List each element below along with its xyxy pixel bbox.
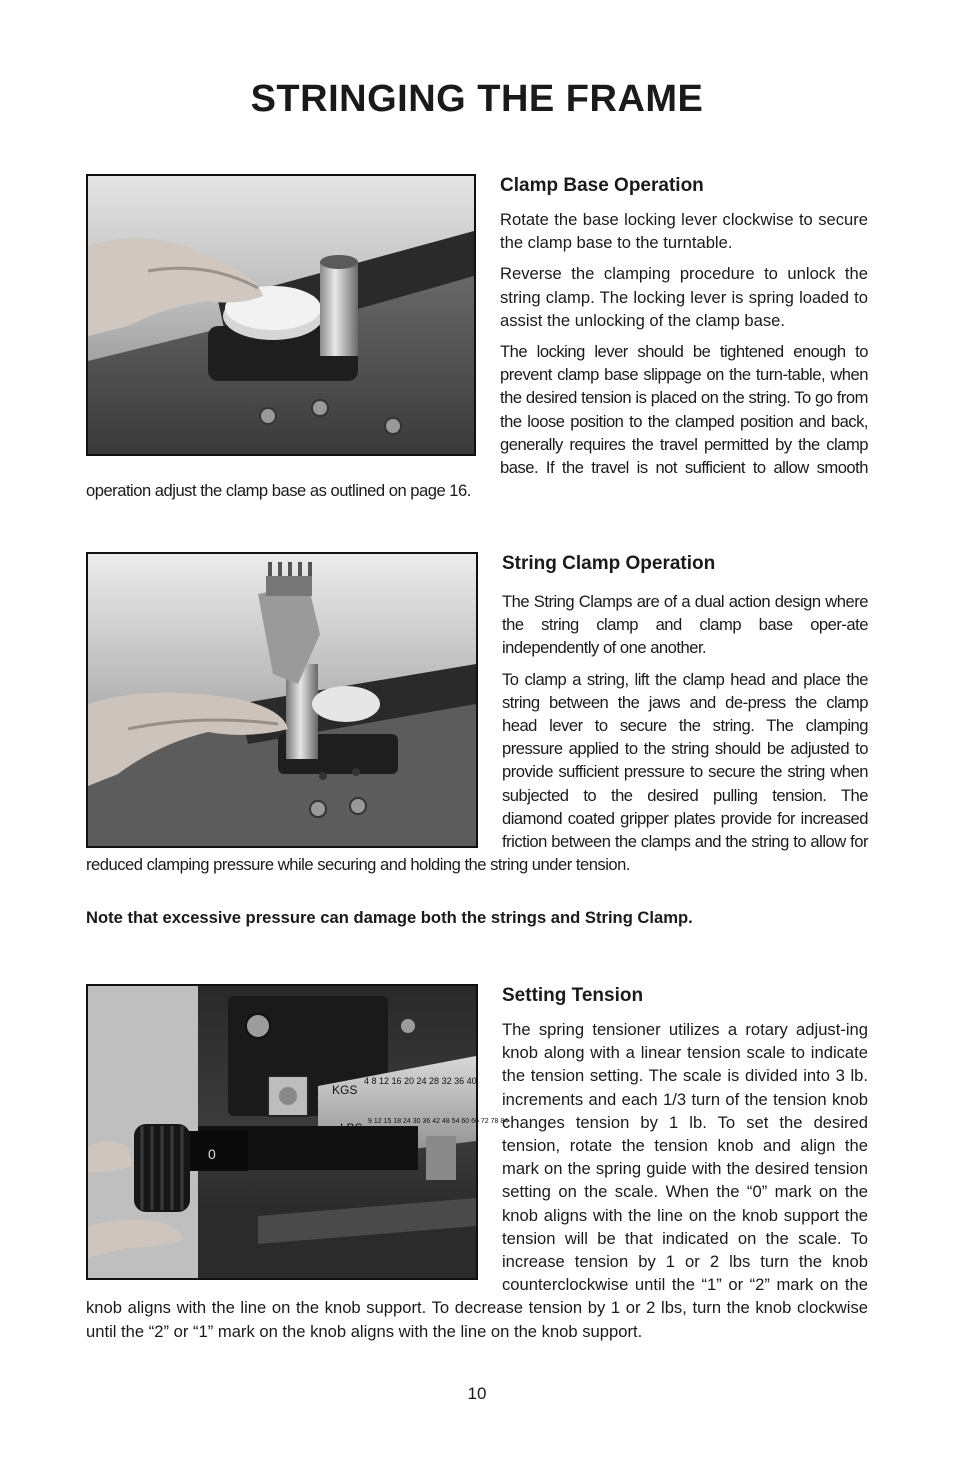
- section-heading: Clamp Base Operation: [500, 175, 704, 196]
- section-heading: Setting Tension: [502, 985, 644, 1006]
- paragraph: Rotate the base locking lever clockwise to secure the clamp base to the turntable.: [500, 210, 868, 253]
- knob-zero-mark: 0: [208, 1146, 216, 1162]
- section-setting-tension: [86, 984, 868, 1351]
- paragraph: Reverse the clamping procedure to unlock the string clamp. The locking lever is spring loaded to assist the unlocking of the clamp base.: [500, 264, 868, 330]
- photo-string-clamp: [86, 552, 478, 848]
- paragraph: The String Clamps are of a dual action design where the string clamp and clamp base oper-ate independently of one another.: [502, 592, 868, 658]
- paragraph: To clamp a string, lift the clamp head and place the string between the jaws and de-press the clamp head lever to secure the string. The clamping pressure applied to the string should be adjusted to provide sufficient pressure to secure the string when subjected to the desired pulling tension. The diamond coated gripper plates provide for increased friction between the clamps and the string to allow for reduced clamping pressure while securing and holding the string under tension.: [86, 669, 868, 875]
- paragraph: The spring tensioner utilizes a rotary adjust-ing knob along with a linear tension scale to indicate the tension setting. The scale is divided into 3 lb. increments and each 1/3 turn of the tension knob changes tension by 1 lb. To set the desired tension, rotate the tension knob and align the mark on the spring guide with the desired tension setting on the scale. When the “0” mark on the knob aligns with the line on the knob support the tension will be that indicated on the scale. To increase tension by 1 or 2 lbs turn the knob counterclockwise until the “1” or “2” mark on the knob aligns with the line on the knob support. To decrease tension by 1 or 2 lbs, turn the knob clockwise until the “2” or “1” mark on the knob aligns with the line on the knob support.: [86, 1020, 868, 1341]
- warning-note: Note that excessive pressure can damage both the strings and String Clamp.: [86, 908, 693, 927]
- clamp-base-photo-illustration: [88, 176, 474, 454]
- kgs-scale-numbers: 4 8 12 16 20 24 28 32 36 40: [364, 1076, 477, 1086]
- lbs-scale-numbers: 9 12 15 18 24 30 36 42 48 54 60 66 72 78 84: [368, 1118, 509, 1125]
- page-number: 10: [467, 1384, 487, 1403]
- paragraph: The locking lever should be tightened enough to prevent clamp base slippage on the turn-table, when the desired tension is placed on the string. To go from the loose position to the clamped position and back, generally requires the travel permitted by the clamp base. If the travel is not sufficient to allow smooth operation adjust the clamp base as outlined on page 16.: [86, 342, 868, 501]
- section-heading: String Clamp Operation: [502, 553, 716, 574]
- section-clamp-base: [86, 174, 868, 510]
- section-string-clamp: [86, 552, 868, 884]
- string-clamp-photo-illustration: [88, 554, 476, 846]
- kgs-label: KGS: [332, 1083, 358, 1097]
- tension-knob-photo-illustration: [88, 986, 509, 1278]
- photo-clamp-base: [86, 174, 476, 456]
- page-title: STRINGING THE FRAME: [250, 78, 704, 120]
- photo-tension-knob: [86, 984, 509, 1280]
